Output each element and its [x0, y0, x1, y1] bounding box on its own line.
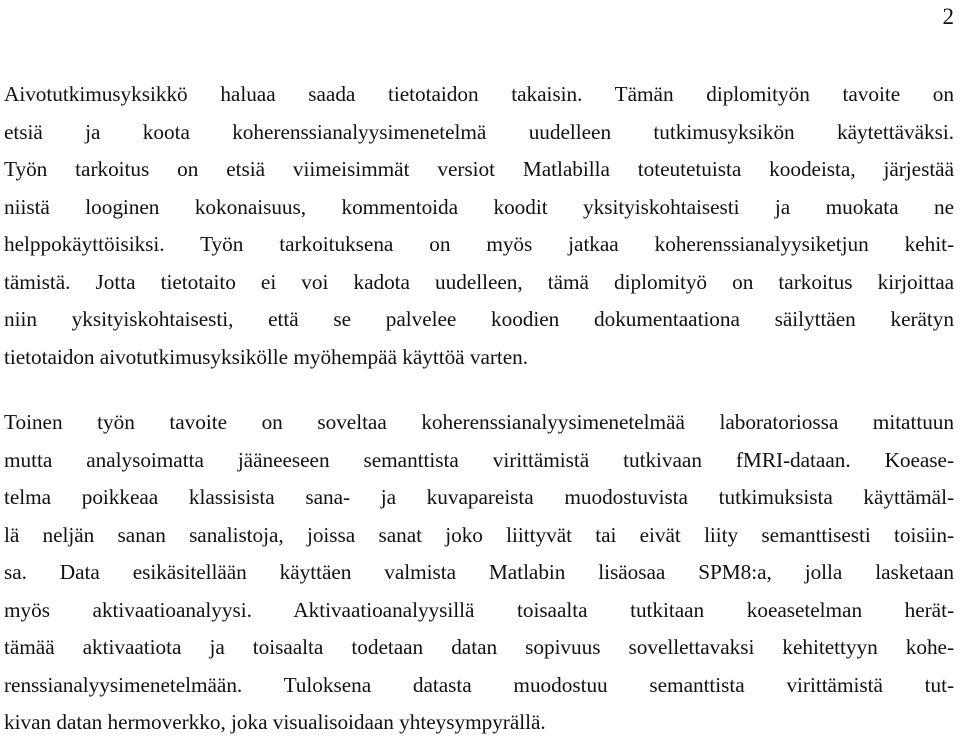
paragraph-line: sa. Data esikäsitellään käyttäen valmista Matlabin lisäosaa SPM8:a, jolla lasketaan: [4, 560, 954, 584]
paragraph-line: etsiä ja koota koherenssianalyysimenetelmä uudelleen tutkimusyksikön käytettäväksi.: [4, 119, 954, 144]
paragraph-line: mutta analysoimatta jääneeseen semanttista virittämistä tutkivaan fMRI-dataan. Koease-: [4, 447, 954, 472]
paragraph-2: [4, 404, 954, 742]
paragraph-line: tämistä. Jotta tietotaito ei voi kadota uudelleen, tämä diplomityö on tarkoitus kirjoittaa: [4, 269, 954, 294]
paragraph-line: Aivotutkimusyksikkö haluaa saada tietotaidon takaisin. Tämän diplomityön tavoite on: [4, 82, 954, 106]
paragraph-line: helppokäyttöisiksi. Työn tarkoituksena on myös jatkaa koherenssianalyysiketjun kehit-: [4, 232, 954, 256]
page-number: 2: [942, 4, 954, 29]
paragraph-line: lä neljän sanan sanalistoja, joissa sanat joko liittyvät tai eivät liity semanttisesti toisiin-: [4, 522, 954, 547]
paragraph-line: tietotaidon aivotutkimusyksikölle myöhempää käyttöä varten.: [4, 344, 529, 369]
paragraph-line: Työn tarkoitus on etsiä viimeisimmät versiot Matlabilla toteutetuista koodeista, järjestää: [4, 157, 954, 181]
paragraph-line: tämää aktivaatiota ja toisaalta todetaan datan sopivuus sovellettavaksi kehitettyyn kohe-: [4, 635, 954, 659]
paragraph-line: niin yksityiskohtaisesti, että se palvelee koodien dokumentaationa säilyttäen kerätyn: [4, 307, 954, 331]
paragraph-line: niistä looginen kokonaisuus, kommentoida koodit yksityiskohtaisesti ja muokata ne: [4, 194, 954, 219]
paragraph-line: myös aktivaatioanalyysi. Aktivaatioanalyysillä toisaalta tutkitaan koeasetelman herät-: [4, 597, 954, 622]
paragraph-1: [4, 76, 954, 376]
paragraph-line: renssianalyysimenetelmään. Tuloksena datasta muodostuu semanttista virittämistä tut-: [4, 672, 954, 697]
paragraph-line: telma poikkeaa klassisista sana- ja kuvapareista muodostuvista tutkimuksista käyttämäl-: [4, 485, 954, 509]
paragraph-line: kivan datan hermoverkko, joka visualisoidaan yhteysympyrällä.: [4, 710, 546, 734]
paragraph-line: Toinen työn tavoite on soveltaa koherenssianalyysimenetelmää laboratoriossa mitattuun: [4, 410, 954, 434]
